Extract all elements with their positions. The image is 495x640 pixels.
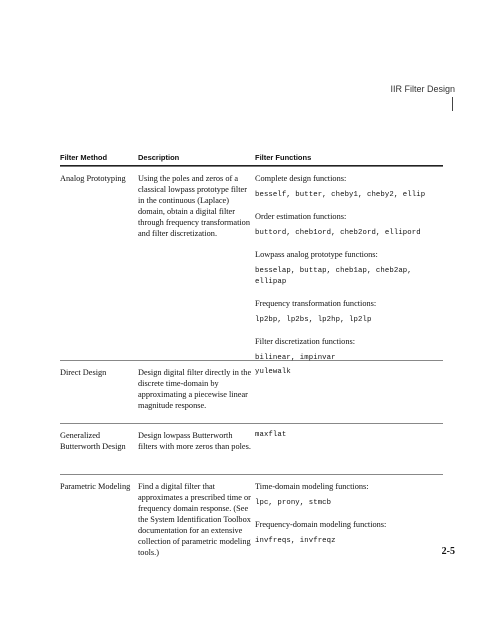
function-list: besselap, buttap, cheb1ap, cheb2ap, ellipap [255, 267, 412, 286]
function-list: lp2bp, lp2bs, lp2hp, lp2lp [255, 316, 372, 324]
description-cell: Using the poles and zeros of a classical lowpass prototype filter in the continuous (Laplace) domain, obtain a digital filter through frequency transformation and filter discretization. [138, 174, 250, 238]
function-list: yulewalk [255, 368, 291, 376]
col-header-description: Description [138, 153, 180, 162]
method-cell: Analog Prototyping [60, 174, 126, 183]
function-list: buttord, cheb1ord, cheb2ord, ellipord [255, 229, 421, 237]
function-group-label: Filter discretization functions: [255, 337, 356, 346]
method-cell: Generalized Butterworth Design [60, 431, 126, 451]
function-group-label: Time-domain modeling functions: [255, 482, 369, 491]
function-list: invfreqs, invfreqz [255, 537, 336, 545]
function-group-label: Frequency-domain modeling functions: [255, 520, 387, 529]
page-number: 2-5 [441, 546, 455, 557]
running-header-title: IIR Filter Design [390, 84, 455, 94]
description-cell: Design lowpass Butterworth filters with more zeros than poles. [138, 431, 251, 451]
function-group-label: Order estimation functions: [255, 212, 347, 221]
method-cell: Parametric Modeling [60, 482, 131, 491]
function-group-label: Lowpass analog prototype functions: [255, 250, 378, 259]
table-row-analog [60, 167, 443, 361]
function-list: lpc, prony, stmcb [255, 499, 332, 507]
header-rule [452, 97, 453, 111]
col-header-functions: Filter Functions [255, 153, 312, 162]
table-row-parametric [60, 475, 443, 565]
function-list: besself, butter, cheby1, cheby2, ellip [255, 191, 426, 199]
function-list: bilinear, impinvar [255, 354, 336, 362]
table-row-generalized [60, 424, 443, 475]
function-list: maxflat [255, 431, 287, 439]
functions-cell [255, 367, 443, 388]
function-group-label: Frequency transformation functions: [255, 299, 377, 308]
function-group-label: Complete design functions: [255, 174, 347, 183]
method-cell: Direct Design [60, 368, 107, 377]
description-cell: Design digital filter directly in the discrete time-domain by approximating a piecewise linear magnitude response. [138, 368, 252, 410]
functions-cell [255, 481, 443, 557]
description-cell: Find a digital filter that approximates a prescribed time or frequency domain response. (See the System Identification Toolbox documentation for an extensive collection of parametric modeling tools.) [138, 482, 251, 557]
filter-table [60, 153, 443, 565]
table-header [60, 153, 443, 165]
table-row-direct [60, 361, 443, 424]
functions-cell [255, 430, 443, 451]
functions-cell [255, 173, 443, 374]
col-header-method: Filter Method [60, 153, 108, 162]
